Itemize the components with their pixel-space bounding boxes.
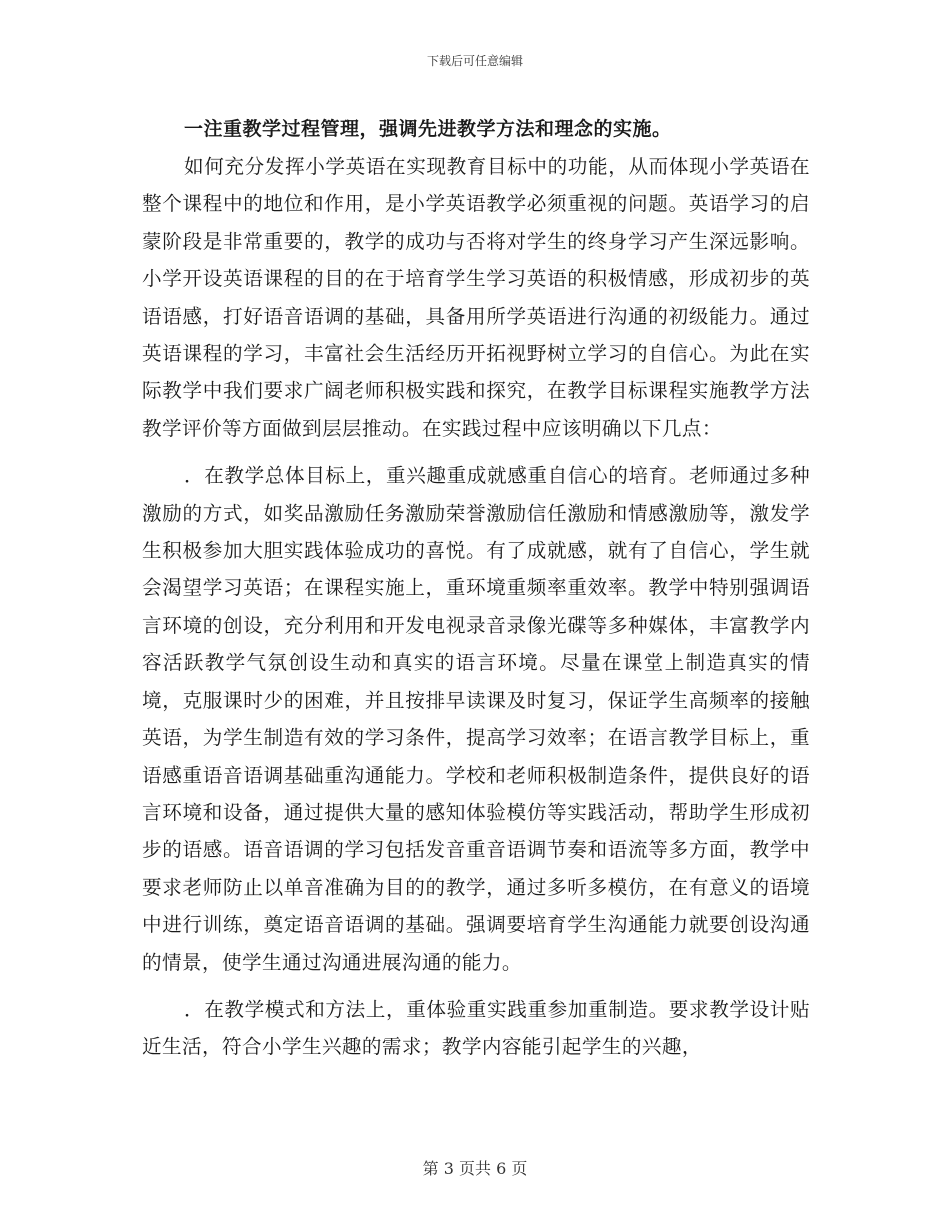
section-heading: 一注重教学过程管理，强调先进教学方法和理念的实施。 [184, 118, 672, 140]
page-footer: 第 3 页共 6 页 [422, 1159, 528, 1178]
paragraph-teaching-goals: ．在教学总体目标上，重兴趣重成就感重自信心的培育。老师通过多种激励的方式，如奖品激励任务激励荣誉激励信任激励和情感激励等，激发学生积极参加大胆实践体验成功的喜悦。有了成就感，就有了自信心，学生就会渴望学习英语；在课程实施上，重环境重频率重效率。教学中特别强调语言环境的创设，充分利用和开发电视录音录像光碟等多种媒体，丰富教学内容活跃教学气氛创设生动和真实的语言环境。尽量在课堂上制造真实的情境，克服课时少的困难，并且按排早读课及时复习，保证学生高频率的接触英语，为学生制造有效的学习条件，提高学习效率；在语言教学目标上，重语感重语音语调基础重沟通能力。学校和老师积极制造条件，提供良好的语言环境和设备，通过提供大量的感知体验模仿等实践活动，帮助学生形成初步的语感。语音语调的学习包括发音重音语调节奏和语流等多方面，教学中要求老师防止以单音准确为目的的教学，通过多听多模仿，在有意义的语境中进行训练，奠定语音语调的基础。强调要培育学生沟通能力就要创设沟通的情景，使学生通过沟通进展沟通的能力。 [142, 464, 810, 974]
paragraph-teaching-methods: ．在教学模式和方法上，重体验重实践重参加重制造。要求教学设计贴近生活，符合小学生兴趣的需求；教学内容能引起学生的兴趣， [142, 997, 810, 1059]
paragraph-intro: 如何充分发挥小学英语在实现教育目标中的功能，从而体现小学英语在整个课程中的地位和作用，是小学英语教学必须重视的问题。英语学习的启蒙阶段是非常重要的，教学的成功与否将对学生的终身学习产生深远影响。小学开设英语课程的目的在于培育学生学习英语的积极情感，形成初步的英语语感，打好语音语调的基础，具备用所学英语进行沟通的初级能力。通过英语课程的学习，丰富社会生活经历开拓视野树立学习的自信心。为此在实际教学中我们要求广阔老师积极实践和探究，在教学目标课程实施教学方法教学评价等方面做到层层推动。在实践过程中应该明确以下几点： [142, 155, 810, 440]
page-header: 下载后可任意编辑 [426, 54, 523, 68]
document-body [142, 110, 810, 1066]
